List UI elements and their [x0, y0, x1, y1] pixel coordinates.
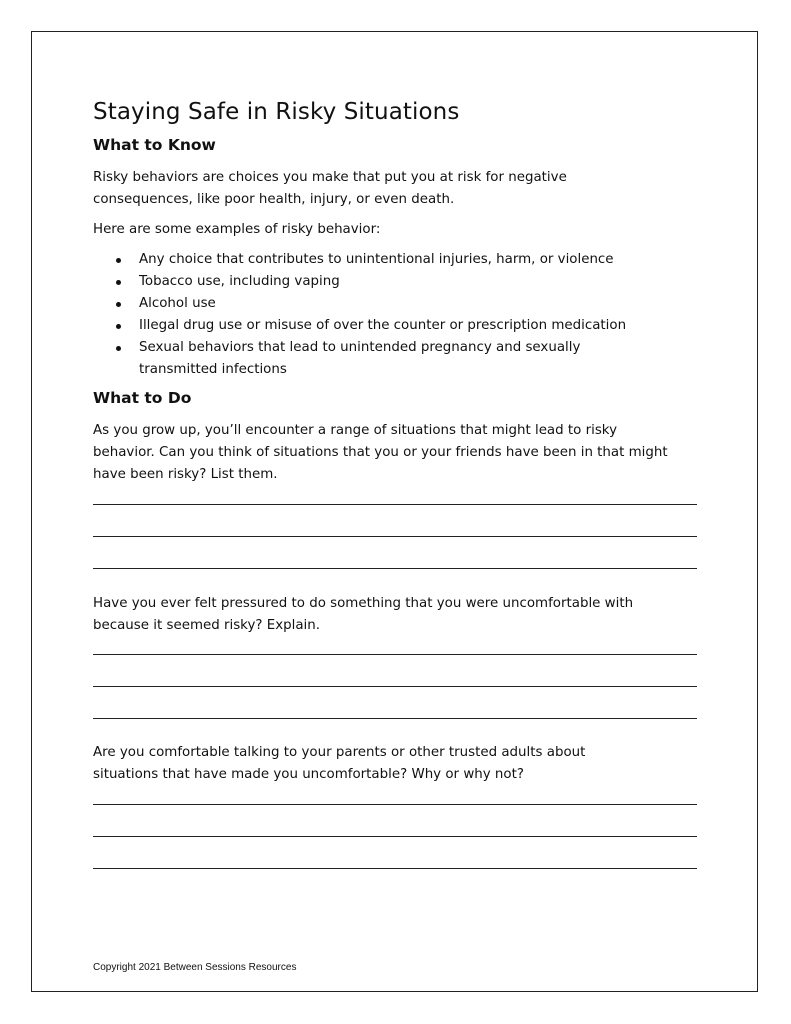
- page-title: Staying Safe in Risky Situations: [93, 99, 460, 125]
- answer-area-3: [93, 804, 703, 869]
- answer-line[interactable]: [93, 654, 697, 655]
- list-item: Alcohol use: [93, 293, 703, 315]
- answer-area-2: [93, 654, 703, 719]
- answer-area-1: [93, 504, 703, 569]
- question-2: Have you ever felt pressured to do something that you were uncomfortable with because it seemed risky? Explain.: [93, 596, 634, 633]
- answer-line[interactable]: [93, 568, 697, 569]
- list-item: Illegal drug use or misuse of over the counter or prescription medication: [93, 315, 703, 337]
- list-item: Sexual behaviors that lead to unintended pregnancy and sexually transmitted infections: [93, 337, 619, 381]
- section-heading-what-to-do: What to Do: [93, 389, 192, 407]
- list-item: Any choice that contributes to unintentional injuries, harm, or violence: [93, 249, 703, 271]
- question-1: As you grow up, you’ll encounter a range of situations that might lead to risky behavior. Can you think of situations that you or your friends have been in that might have been risky? List them.: [93, 423, 668, 482]
- section-heading-what-to-know: What to Know: [93, 136, 216, 154]
- answer-line[interactable]: [93, 804, 697, 805]
- copyright-footer: Copyright 2021 Between Sessions Resources: [93, 962, 297, 973]
- answer-line[interactable]: [93, 718, 697, 719]
- list-item: Tobacco use, including vaping: [93, 271, 703, 293]
- question-3: Are you comfortable talking to your parents or other trusted adults about situations that have made you uncomfortable? Why or why not?: [93, 745, 586, 782]
- answer-line[interactable]: [93, 504, 697, 505]
- answer-line[interactable]: [93, 686, 697, 687]
- examples-lead: Here are some examples of risky behavior:: [93, 222, 381, 237]
- examples-list: [93, 249, 703, 381]
- answer-line[interactable]: [93, 868, 697, 869]
- answer-line[interactable]: [93, 836, 697, 837]
- answer-line[interactable]: [93, 536, 697, 537]
- worksheet-content: [93, 92, 703, 869]
- intro-paragraph: Risky behaviors are choices you make that put you at risk for negative consequences, like poor health, injury, or even death.: [93, 170, 567, 207]
